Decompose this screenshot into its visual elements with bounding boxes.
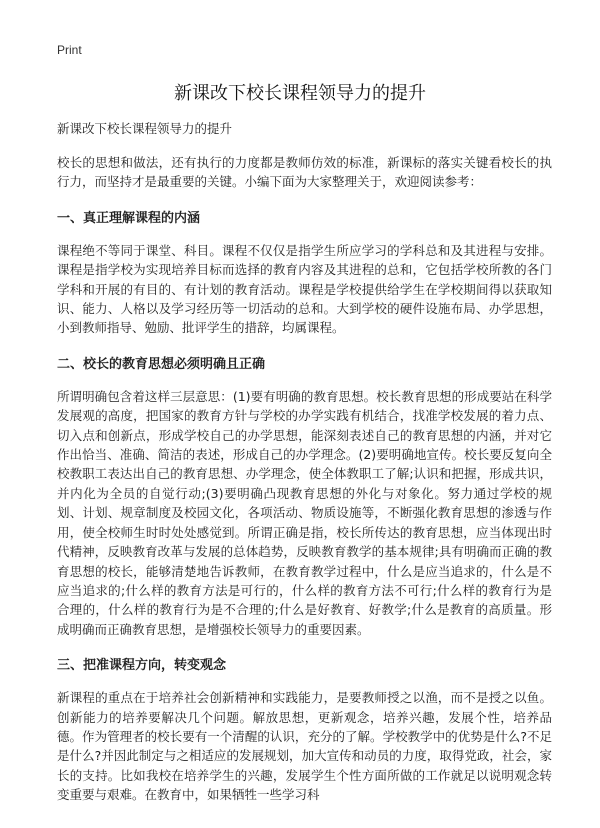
section-body-1: 课程绝不等同于课堂、科目。课程不仅仅是指学生所应学习的学科总和及其进程与安排。课程是指学校为实现培养目标而选择的教育内容及其进程的总和，它包括学校所教的各门学科和开展的有目的、有计划的教育活动。课程是学校提供给学生在学校期间得以获取知识、能力、人格以及学习经历等一切活动的总和。大到学校的硬件设施布局、办学思想，小到教师指导、勉励、批评学生的措辞，均属课程。 [57,242,552,336]
section-heading-2: 二、校长的教育思想必须明确且正确 [57,356,266,372]
section-body-3: 新课程的重点在于培养社会创新精神和实践能力，是要教师授之以渔，而不是授之以鱼。创新能力的培养要解决几个问题。解放思想，更新观念，培养兴趣，发展个性，培养品德。作为管理者的校长要有一个清醒的认识，充分的了解。学校教学中的优势是什么?不足是什么?并因此制定与之相适应的发展规划，加大宣传和动员的力度，取得党政，社会，家长的支持。比如我校在培养学生的兴趣，发展学生个性方面所做的工作就足以说明观念转变重要与艰难。在教育中，如果牺牲一些学习科 [57,690,552,803]
print-link[interactable]: Print [57,43,82,57]
section-heading-1: 一、真正理解课程的内涵 [57,210,201,226]
section-body-2: 所谓明确包含着这样三层意思：(1)要有明确的教育思想。校长教育思想的形成要站在科学发展观的高度，把国家的教育方针与学校的办学实践有机结合，找准学校发展的着力点、切入点和创新点，形成学校自己的办学思想，能深刻表述自己的教育思想的内涵，并对它作出恰当、准确、简洁的表述，形成自己的办学理念。(2)要明确地宣传。校长要反复向全校教职工表达出自己的教育思想、办学理念，使全体教职工了解;认识和把握，形成共识，并内化为全员的自觉行动;(3)要明确凸现教育思想的外化与对象化。努力通过学校的规划、计划、规章制度及校园文化，各项活动、物质设施等，不断强化教育思想的渗透与作用，使全校师生时时处处感觉到。所谓正确是指，校长所传达的教育思想，应当体现出时代精神，反映教育改革与发展的总体趋势，反映教育教学的基本规律;具有明确而正确的教育思想的校长，能够清楚地告诉教师，在教育教学过程中，什么是应当追求的，什么是不应当追求的;什么样的教育方法是可行的，什么样的教育方法不可行;什么样的教育行为是合理的，什么样的教育行为是不合理的;什么是好教育、好教学;什么是教育的高质量。形成明确而正确教育思想，是增强校长领导力的重要因素。 [57,388,552,637]
document-body [57,119,552,815]
page-title: 新课改下校长课程领导力的提升 [174,83,426,104]
intro-paragraph: 校长的思想和做法，还有执行的力度都是教师仿效的标准，新课标的落实关键看校长的执行力，而坚持才是最重要的关键。小编下面为大家整理关于，欢迎阅读参考： [57,155,552,190]
section-heading-3: 三、把准课程方向，转变观念 [57,658,227,674]
document-subtitle: 新课改下校长课程领导力的提升 [57,121,233,136]
